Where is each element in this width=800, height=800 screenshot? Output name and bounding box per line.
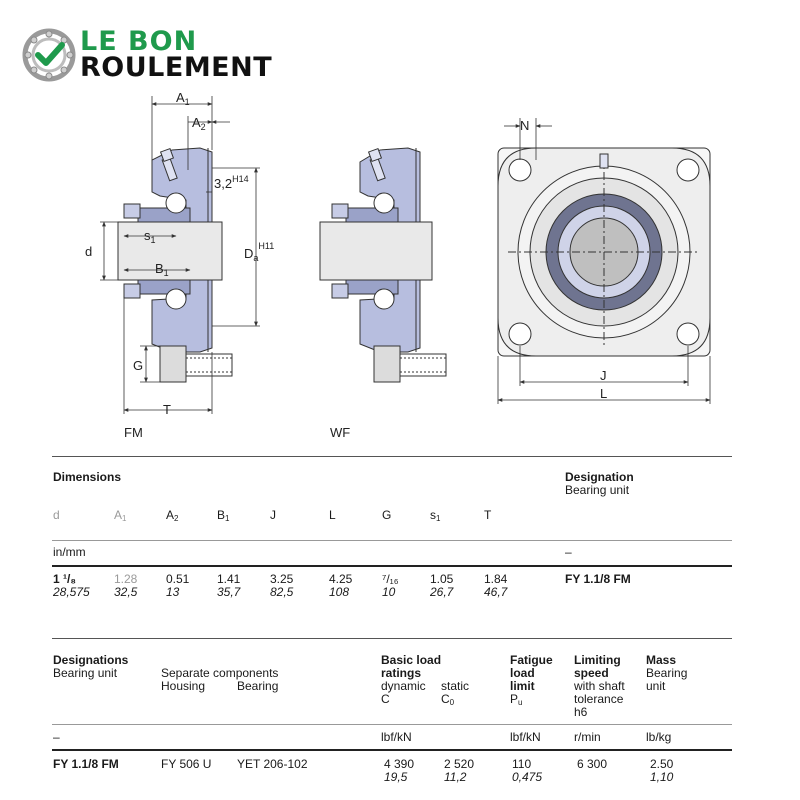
cell-b1-mm: 35,7 [217,585,241,599]
col-g: G [382,508,392,522]
cell-s1-in: 1.05 [430,572,454,586]
cell-j-mm: 82,5 [270,585,294,599]
col-l: L [329,508,336,522]
designations-heading: Designations [53,653,129,667]
cell-b1-in: 1.41 [217,572,241,586]
row-mass-kg: 1,10 [650,770,674,784]
variant-fm-label: FM [124,425,143,440]
fatigue-symbol: $P_u$ [510,692,523,707]
col-t: T [484,508,492,522]
col-a1: $A_1$ [114,508,127,523]
dynamic-symbol: C [381,692,390,706]
mass-heading-3: unit [646,679,666,693]
dim-b1-label: $B_1$ [155,261,169,278]
divider [52,749,732,751]
units-left: in/mm [53,545,86,559]
col-j: J [270,508,276,522]
divider [52,540,732,541]
cell-a1-mm: 32,5 [114,585,138,599]
units-dash: – [53,730,60,744]
cell-t-in: 1.84 [484,572,508,586]
dim-l-label: L [600,386,608,401]
wf-section-view [320,148,446,382]
mass-heading-2: Bearing [646,666,688,680]
divider [52,565,732,567]
cell-t-mm: 46,7 [484,585,508,599]
row-mass-lb: 2.50 [650,757,674,771]
dim-s1-label: $s_1$ [144,228,156,245]
dim-g-label: G [133,358,144,373]
dim-t-label: T [163,402,171,417]
logo-text-top: LE BON [80,26,198,57]
designation-heading: Designation [565,470,634,484]
cell-g-mm: 10 [382,585,396,599]
col-s1: $s_1$ [430,508,441,523]
units-mass: lb/kg [646,730,672,744]
dimensions-heading: Dimensions [53,470,122,484]
designation-subheading: Bearing unit [565,483,630,497]
limiting-heading-4: tolerance [574,692,624,706]
front-view [498,148,710,356]
fatigue-heading-3: limit [510,679,535,693]
col-a2: $A_2$ [166,508,179,523]
units-speed: r/min [574,730,601,744]
divider [52,638,732,639]
row-unit: FY 1.1/8 FM [53,757,119,771]
bearing-heading: Bearing [237,679,279,693]
dim-d-label: d [85,244,93,259]
mass-heading-1: Mass [646,653,677,667]
static-symbol: $C_0$ [441,692,455,707]
row-bearing: YET 206-102 [237,757,308,771]
variant-wf-label: WF [330,425,351,440]
limiting-heading-5: h6 [574,705,588,719]
logo-bearing-icon [22,28,76,82]
cell-a1-in: 1.28 [114,572,138,586]
bearing-unit-heading: Bearing unit [53,666,118,680]
cell-a2-mm: 13 [166,585,180,599]
dim-fit-label: $3,2^{H14}$ [214,174,249,191]
row-dynamic-kn: 19,5 [384,770,408,784]
dim-a1-label: $A_1$ [176,90,190,107]
fatigue-heading-2: load [510,666,535,680]
logo-text-bottom: ROULEMENT [80,52,273,83]
basic-load-heading-2: ratings [381,666,422,680]
col-b1: $B_1$ [217,508,230,523]
divider [52,724,732,725]
static-heading: static [441,679,470,693]
units-right: – [565,545,572,559]
technical-drawing [0,90,800,450]
separate-components-heading: Separate components [161,666,279,680]
units-fatigue: lbf/kN [510,730,541,744]
dim-a2-label: $A_2$ [192,115,206,132]
cell-a2-in: 0.51 [166,572,190,586]
cell-j-in: 3.25 [270,572,294,586]
row-fatigue-kn: 0,475 [512,770,543,784]
housing-heading: Housing [161,679,206,693]
cell-d-mm: 28,575 [53,585,90,599]
limiting-heading-2: speed [574,666,609,680]
designation-value: FY 1.1/8 FM [565,572,631,586]
cell-l-mm: 108 [329,585,350,599]
col-d: d [53,508,60,522]
row-static-kn: 11,2 [444,770,467,784]
cell-g-in: ⁷/₁₆ [382,572,399,586]
cell-d-in: 1 ¹/₈ [53,572,76,586]
fatigue-heading-1: Fatigue [510,653,553,667]
cell-s1-mm: 26,7 [430,585,454,599]
cell-l-in: 4.25 [329,572,353,586]
limiting-heading-3: with shaft [574,679,625,693]
row-dynamic-lbf: 4 390 [384,757,415,771]
divider [52,456,732,457]
dim-j-label: J [600,368,607,383]
dim-da-label: $D_a^{H11}$ [244,241,275,263]
units-load: lbf/kN [381,730,412,744]
row-speed: 6 300 [577,757,608,771]
row-fatigue-lbf: 110 [512,757,532,771]
dim-n-label: N [520,118,530,133]
basic-load-heading-1: Basic load [381,653,442,667]
row-housing: FY 506 U [161,757,212,771]
dynamic-heading: dynamic [381,679,426,693]
row-static-lbf: 2 520 [444,757,475,771]
limiting-heading-1: Limiting [574,653,621,667]
